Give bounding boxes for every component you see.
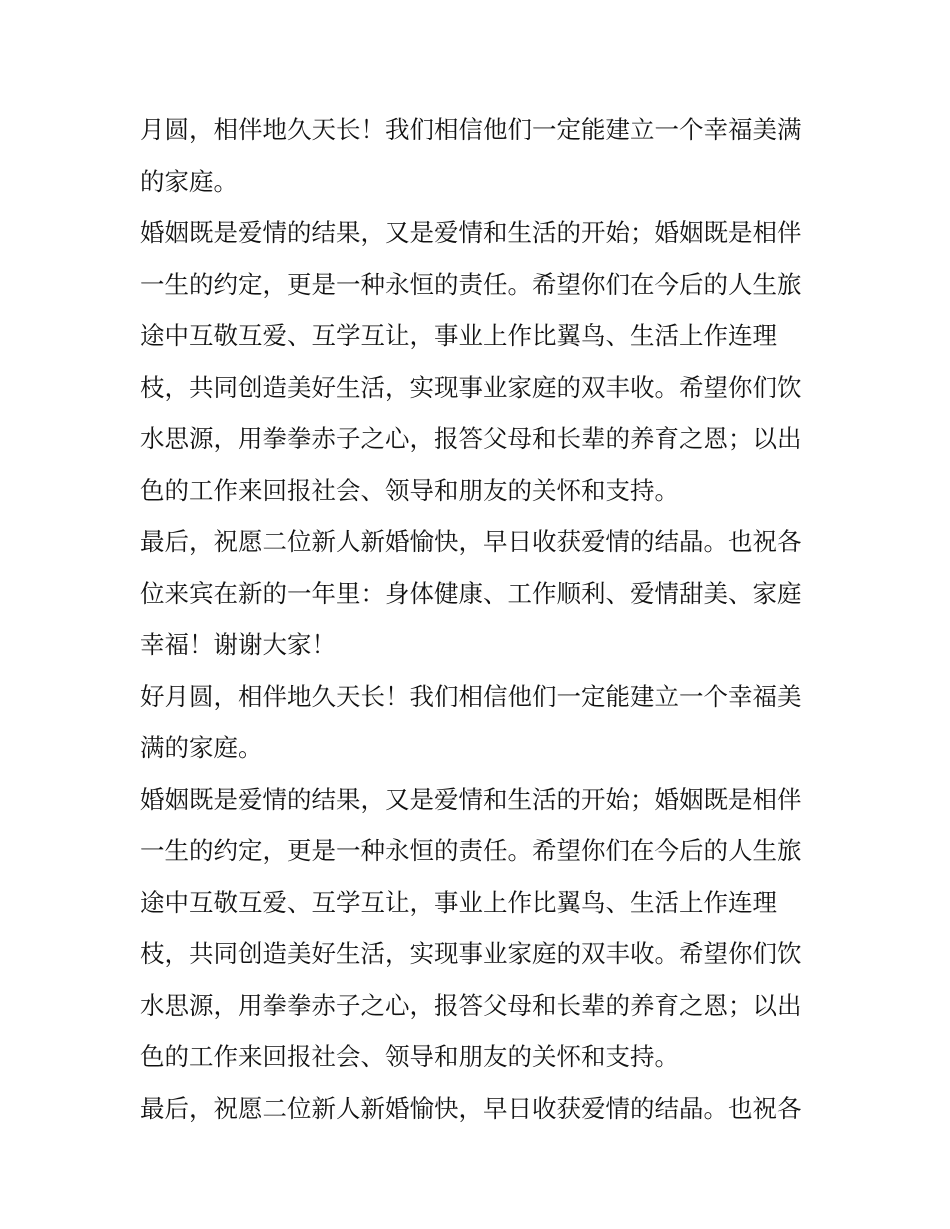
text-line: 枝，共同创造美好生活，实现事业家庭的双丰收。希望你们饮 bbox=[140, 939, 802, 968]
text-line: 水思源，用拳拳赤子之心，报答父母和长辈的养育之恩；以出 bbox=[140, 990, 802, 1020]
text-line: 途中互敬互爱、互学互让，事业上作比翼鸟、生活上作连理 bbox=[140, 887, 777, 917]
text-line: 色的工作来回报社会、领导和朋友的关怀和支持。 bbox=[140, 1042, 679, 1071]
text-line: 位来宾在新的一年里：身体健康、工作顺利、爱情甜美、家庭 bbox=[140, 578, 802, 608]
text-line: 最后，祝愿二位新人新婚愉快，早日收获爱情的结晶。也祝各 bbox=[140, 527, 802, 556]
text-line: 幸福！谢谢大家！ bbox=[140, 630, 336, 659]
text-line: 婚姻既是爱情的结果，又是爱情和生活的开始；婚姻既是相伴 bbox=[140, 784, 802, 814]
text-line: 途中互敬互爱、互学互让，事业上作比翼鸟、生活上作连理 bbox=[140, 321, 777, 350]
text-line: 满的家庭。 bbox=[140, 733, 263, 762]
text-line: 水思源，用拳拳赤子之心，报答父母和长辈的养育之恩；以出 bbox=[140, 424, 802, 453]
document-body bbox=[140, 104, 820, 1134]
text-line: 好月圆，相伴地久天长！我们相信他们一定能建立一个幸福美 bbox=[140, 681, 802, 711]
text-line: 一生的约定，更是一种永恒的责任。希望你们在今后的人生旅 bbox=[140, 269, 802, 299]
text-line: 色的工作来回报社会、领导和朋友的关怀和支持。 bbox=[140, 475, 679, 505]
text-line: 婚姻既是爱情的结果，又是爱情和生活的开始；婚姻既是相伴 bbox=[140, 218, 802, 247]
text-line: 一生的约定，更是一种永恒的责任。希望你们在今后的人生旅 bbox=[140, 836, 802, 865]
text-line: 枝，共同创造美好生活，实现事业家庭的双丰收。希望你们饮 bbox=[140, 372, 802, 402]
text-line: 的家庭。 bbox=[140, 166, 238, 196]
text-line: 最后，祝愿二位新人新婚愉快，早日收获爱情的结晶。也祝各 bbox=[140, 1093, 802, 1123]
text-line: 月圆，相伴地久天长！我们相信他们一定能建立一个幸福美满 bbox=[140, 115, 802, 144]
